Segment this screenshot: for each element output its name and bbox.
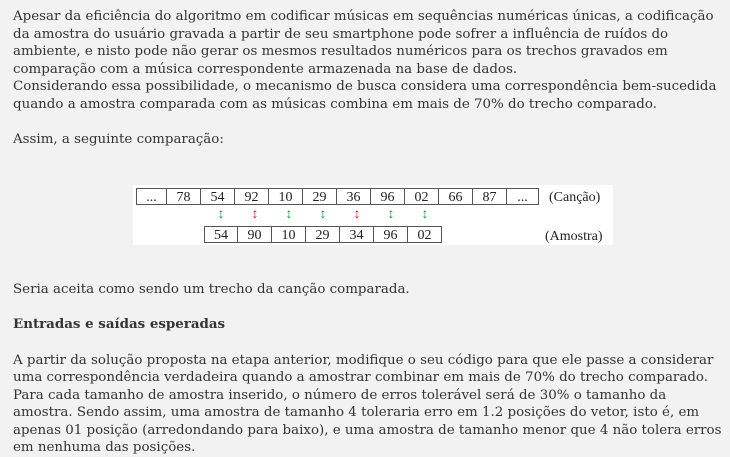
song-sequence: [136, 188, 539, 205]
sample-label: (Amostra): [545, 228, 603, 244]
comparison-figure: [133, 185, 613, 245]
song-cell: 02: [405, 188, 439, 205]
song-cell: 29: [303, 188, 337, 205]
sample-sequence: [204, 226, 442, 243]
document-body: [13, 8, 725, 457]
song-cell: 54: [201, 188, 235, 205]
song-cell: ...: [507, 188, 539, 205]
section-title: Entradas e saídas esperadas: [13, 316, 226, 332]
sample-cell: 54: [204, 226, 238, 243]
task-paragraph-1: A partir da solução proposta na etapa anterior, modifique o seu código para que ele passe a considerar uma correspondência verdadeira quando a amostrar combinar em mais de 70% do trecho comparado.: [13, 352, 714, 385]
song-cell: 92: [235, 188, 269, 205]
sample-cell: 90: [238, 226, 272, 243]
match-arrow-icon: ↕: [387, 206, 395, 222]
song-cell: 66: [439, 188, 473, 205]
song-cell: 96: [371, 188, 405, 205]
comparison-arrows: [204, 207, 442, 223]
intro-paragraph-2: Considerando essa possibilidade, o mecanismo de busca considera uma correspondência bem-sucedida quando a amostra comparada com as músicas combina em mais de 70% do trecho comparado.: [13, 79, 717, 112]
song-label: (Canção): [549, 189, 601, 205]
song-cell: 78: [167, 188, 201, 205]
mismatch-arrow-icon: ↕: [251, 206, 259, 222]
match-arrow-icon: ↕: [285, 206, 293, 222]
sample-cell: 34: [340, 226, 374, 243]
mismatch-arrow-icon: ↕: [353, 206, 361, 222]
match-arrow-icon: ↕: [217, 206, 225, 222]
song-cell: 36: [337, 188, 371, 205]
match-arrow-icon: ↕: [319, 206, 327, 222]
song-cell: 87: [473, 188, 507, 205]
intro-paragraph-1: Apesar da eficiência do algoritmo em codificar músicas em sequências numéricas únicas, a codificação da amostra do usuário gravada a partir de seu smartphone pode sofrer a influência de ruídos do ambiente, e nisto pode não gerar os mesmos resultados numéricos para os trechos gravados em comparação com a música correspondente armazenada na base de dados.: [13, 9, 714, 77]
intro-paragraph-3: Assim, a seguinte comparação:: [13, 132, 224, 147]
sample-cell: 29: [306, 226, 340, 243]
result-paragraph: Seria aceita como sendo um trecho da canção comparada.: [13, 281, 410, 297]
song-cell: ...: [136, 188, 167, 205]
match-arrow-icon: ↕: [421, 206, 429, 222]
sample-cell: 02: [408, 226, 442, 243]
sample-cell: 96: [374, 226, 408, 243]
task-paragraph-2: Para cada tamanho de amostra inserido, o número de erros tolerável será de 30% o tamanho da amostra. Sendo assim, uma amostra de tamanho 4 toleraria erro em 1.2 posições do vetor, isto é, em apenas 01 posição (arredondando para baixo), e uma amostra de tamanho menor que 4 não tolera erros em nenhuma das posições.: [13, 387, 722, 455]
song-cell: 10: [269, 188, 303, 205]
sample-cell: 10: [272, 226, 306, 243]
